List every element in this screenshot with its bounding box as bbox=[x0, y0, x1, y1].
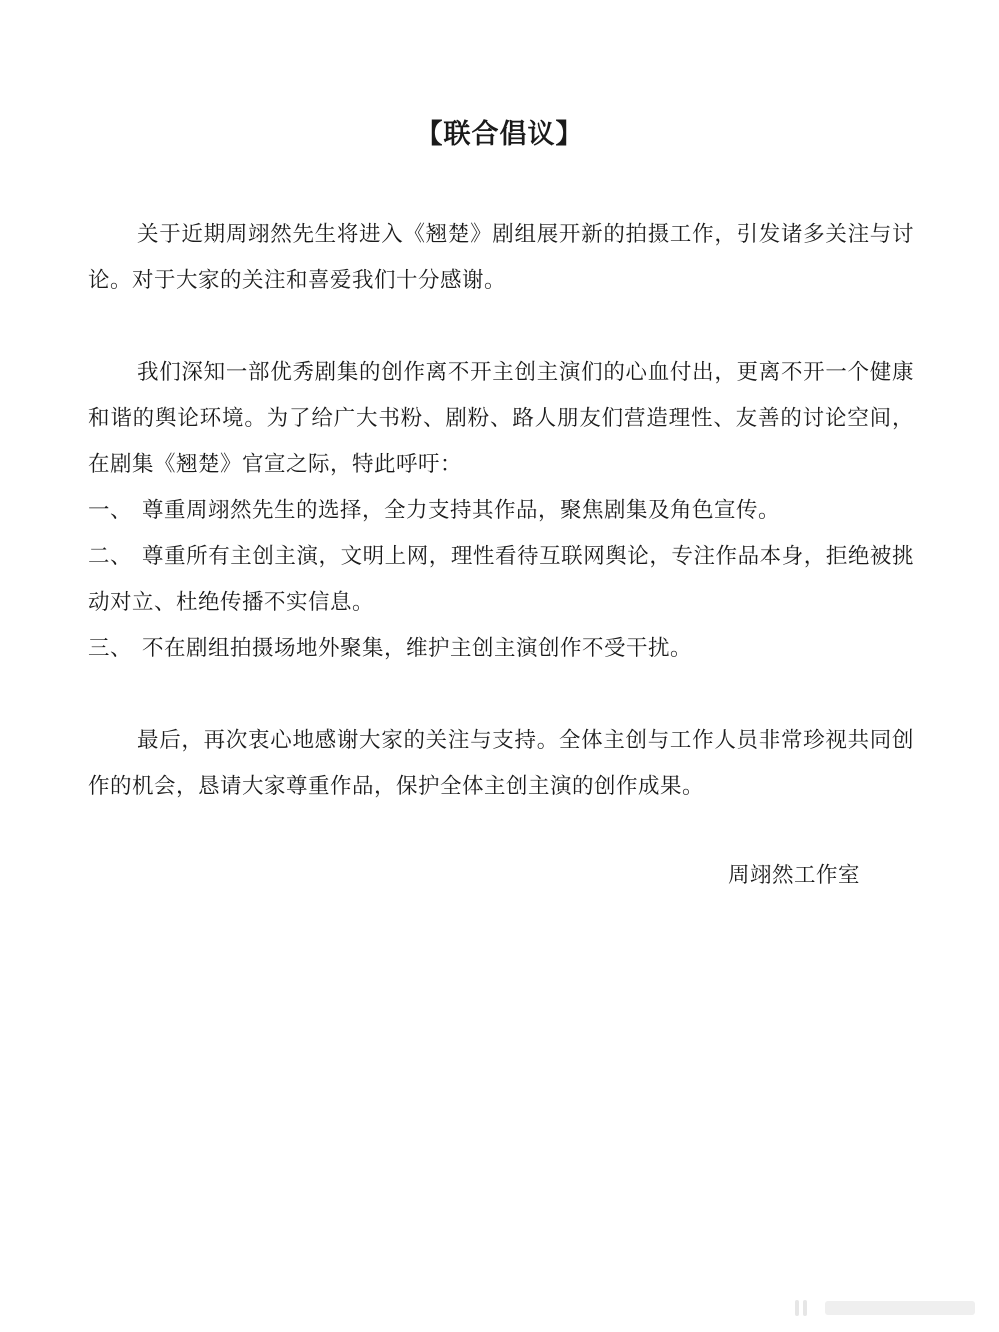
list-item-number: 三、 bbox=[88, 636, 133, 661]
watermark-text-block bbox=[825, 1301, 975, 1315]
list-item-number: 一、 bbox=[88, 498, 133, 523]
watermark bbox=[789, 1298, 975, 1318]
list-item-2 bbox=[88, 534, 914, 626]
weibo-watermark-icon bbox=[789, 1298, 819, 1318]
signature: 周翊然工作室 bbox=[728, 863, 861, 888]
paragraph-intro: 关于近期周翊然先生将进入《翘楚》剧组展开新的拍摄工作，引发诸多关注与讨论。对于大家的关注和喜爱我们十分感谢。 bbox=[88, 222, 914, 293]
paragraph-closing: 最后，再次衷心地感谢大家的关注与支持。全体主创与工作人员非常珍视共同创作的机会，恳请大家尊重作品，保护全体主创主演的创作成果。 bbox=[88, 728, 914, 799]
list-item-3 bbox=[88, 626, 914, 672]
list-item-text: 不在剧组拍摄场地外聚集，维护主创主演创作不受干扰。 bbox=[142, 636, 693, 661]
list-item-text: 尊重周翊然先生的选择，全力支持其作品，聚焦剧集及角色宣传。 bbox=[142, 498, 781, 523]
list-item-1 bbox=[88, 488, 914, 534]
list-item-text: 尊重所有主创主演，文明上网，理性看待互联网舆论，专注作品本身，拒绝被挑动对立、杜绝传播不实信息。 bbox=[88, 544, 914, 615]
paragraph-appeal: 我们深知一部优秀剧集的创作离不开主创主演们的心血付出，更离不开一个健康和谐的舆论环境。为了给广大书粉、剧粉、路人朋友们营造理性、友善的讨论空间，在剧集《翘楚》官宣之际，特此呼吁： bbox=[88, 360, 914, 477]
list-item-number: 二、 bbox=[88, 544, 133, 569]
document-title: 【联合倡议】 bbox=[415, 119, 584, 150]
